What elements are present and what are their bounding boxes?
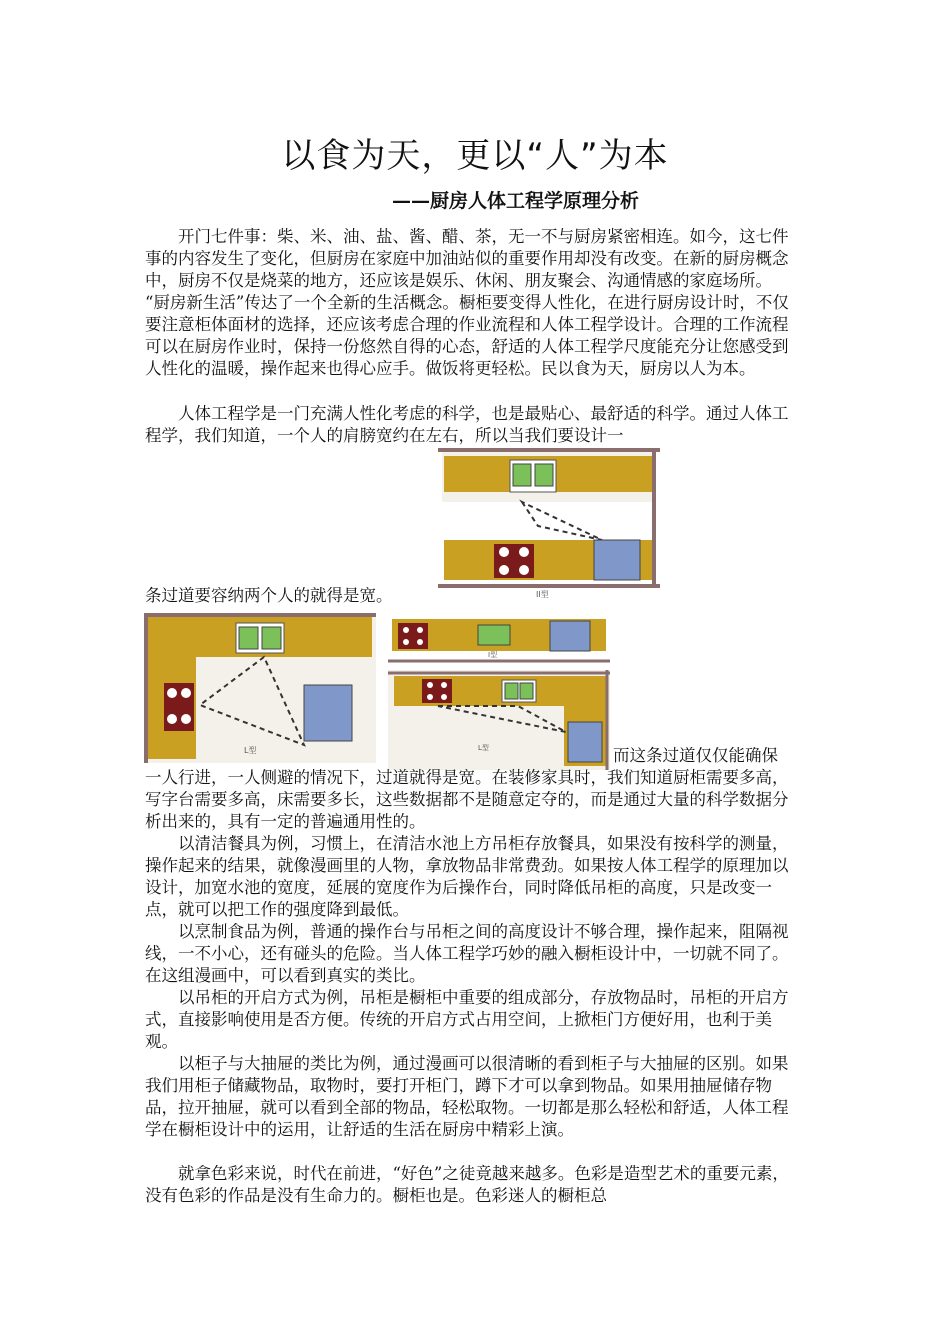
paragraph-color: 就拿色彩来说，时代在前进，“好色”之徒竟越来越多。色彩是造型艺术的重要元素，没有色彩的作品是没有生命力的。橱柜也是。色彩迷人的橱柜总 [145, 1164, 789, 1205]
i-caption: I型 [488, 651, 498, 659]
paragraph-ergonomics-continued: 条过道要容纳两个人的就得是宽。 [145, 586, 393, 605]
paragraph-corridor-continued: 一人行进，一人侧避的情况下，过道就得是宽。在装修家具时，我们知道厨柜需要多高，写字台需要多高，床需要多长，这些数据都不是随意定夺的，而是通过大量的科学数据分析出来的，具有一定的普遍通用性的。 [145, 768, 789, 831]
li-caption: L型 [478, 744, 489, 752]
kitchen-layout-l-variant-figure [388, 670, 610, 770]
paragraph-intro: 开门七件事：柴、米、油、盐、酱、醋、茶，无一不与厨房紧密相连。如今，这七件事的内容发生了变化，但厨房在家庭中加油站似的重要作用却没有改变。在新的厨房概念中，厨房不仅是烧菜的地方，还应该是娱乐、休闲、朋友聚会、沟通情感的家庭场所。 “厨房新生活”传达了一个全新的生活概念。橱柜要变得人性化，在进行厨房设计时，不仅要注意柜体面材的选择，还应该考虑合理的作业流程和人体工程学设计。合理的工作流程可以在厨房作业时，保持一份悠然自得的心态，舒适的人体工程学尺度能充分让您感受到人性化的温暖，操作起来也得心应手。做饭将更轻松。民以食为天，厨房以人为本。 [145, 227, 789, 378]
ii-caption: II型 [536, 590, 549, 598]
paragraph-cooking: 以烹制食品为例，普通的操作台与吊柜之间的高度设计不够合理，操作起来，阻隔视线，一不小心，还有碰头的危险。当人体工程学巧妙的融入橱柜设计中，一切就不同了。在这组漫画中，可以看到真实的类比。 [145, 922, 789, 985]
kitchen-layout-ii-figure [438, 448, 660, 598]
paragraph-corridor-start: 而这条过道仅仅能确保 [613, 746, 778, 765]
kitchen-layout-l-figure [144, 613, 376, 763]
paragraph-drawer: 以柜子与大抽屉的类比为例，通过漫画可以很清晰的看到柜子与大抽屉的区别。如果我们用柜子储藏物品，取物时，要打开柜门，蹲下才可以拿到物品。如果用抽屉储存物品，拉开抽屉，就可以看到全部的物品，轻松取物。一切都是那么轻松和舒适，人体工程学在橱柜设计中的运用，让舒适的生活在厨房中精彩上演。 [145, 1054, 789, 1139]
i-stove [398, 623, 428, 649]
i-fridge [550, 621, 590, 651]
ii-fridge [594, 540, 640, 580]
li-fridge [568, 722, 602, 762]
paragraph-cleaning: 以清洁餐具为例，习惯上，在清洁水池上方吊柜存放餐具，如果没有按科学的测量，操作起来的结果，就像漫画里的人物，拿放物品非常费劲。如果按人体工程学的原理加以设计，加宽水池的宽度，延展的宽度作为后操作台，同时降低吊柜的高度，只是改变一点，就可以把工作的强度降到最低。 [145, 834, 789, 919]
l-caption: L型 [244, 746, 257, 755]
li-stove [422, 679, 452, 703]
document-title: 以食为天，更以“人”为本 [281, 136, 669, 176]
document-subtitle: ——厨房人体工程学原理分析 [392, 190, 640, 212]
kitchen-layout-i-figure [388, 613, 610, 668]
paragraph-ergonomics: 人体工程学是一门充满人性化考虑的科学，也是最贴心、最舒适的科学。通过人体工程学，我们知道，一个人的肩膀宽约在左右，所以当我们要设计一 [145, 404, 789, 445]
paragraph-wall-cabinet: 以吊柜的开启方式为例，吊柜是橱柜中重要的组成部分，存放物品时，吊柜的开启方式，直接影响使用是否方便。传统的开启方式占用空间，上掀柜门方便好用，也利于美观。 [145, 988, 789, 1051]
i-sink [478, 625, 510, 645]
l-fridge [304, 685, 352, 741]
